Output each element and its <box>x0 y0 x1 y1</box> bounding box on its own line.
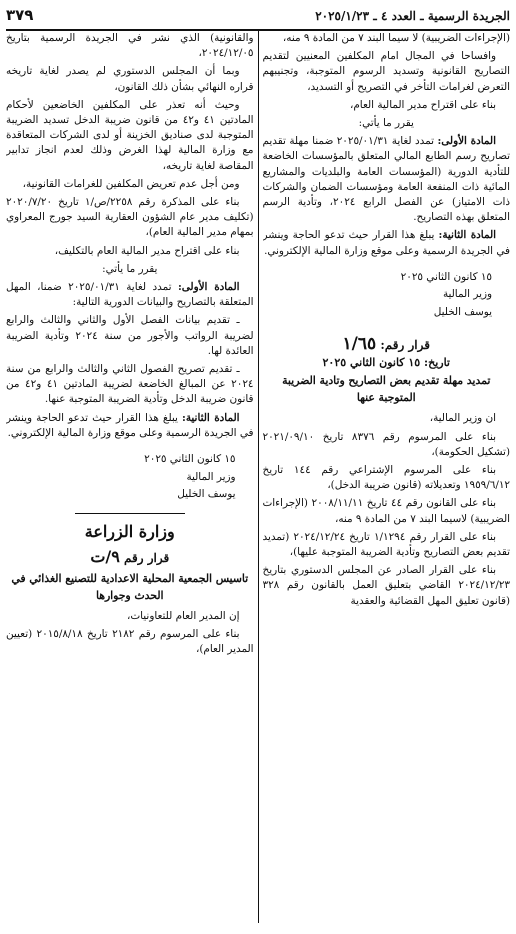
decision-number-value: ١/٦٥ <box>342 334 377 355</box>
paragraph: بناء على اقتراح مدير المالية العام بالتكليف، <box>54 244 240 257</box>
gazette-title: الجريدة الرسمية ـ العدد ٤ ـ ٢٠٢٥/١/٢٣ <box>315 9 510 23</box>
page-header <box>6 6 510 28</box>
paragraph: بناء على اقتراح مدير المالية العام، <box>350 98 496 111</box>
columns <box>6 31 510 923</box>
right-column <box>263 31 511 923</box>
paragraph: بناء على المرسوم الإشتراعي رقم ١٤٤ تاريخ ١٩٥٩/٦/١٢ وتعديلاته (قانون ضريبة الدخل)، <box>262 463 510 492</box>
paragraph: وبما أن المجلس الدستوري لم يصدر لغاية تاريخه قراره النهائي بشأن ذلك القانون، <box>6 65 254 93</box>
paragraph: بناء على المذكرة رقم ٢٢٥٨/ص/١ تاريخ ٢٠٢٠/٧/٢٠ (تكليف مدير عام الشؤون العقارية السيد جورج المعراوي بمهام مدير المالية العام)، <box>6 196 254 239</box>
paragraph: إن المدير العام للتعاونيات، <box>127 609 240 622</box>
list-item: ـ تقديم تصريح الفصول الثاني والثالث والرابع من سنة ٢٠٢٤ عن المبالغ الخاضعة لضريبة المادتين ٤١ و٤٢ من قانون ضريبة الدخل وتأدية الضريبة المتوجبة عنها. <box>6 363 254 406</box>
signature-name: يوسف الخليل <box>177 488 236 501</box>
paragraph: وحيث أنه تعذر على المكلفين الخاضعين لأحكام المادتين ٤١ و٤٢ من قانون ضريبة الدخل تسديد الضريبة المتوجبة لدى صناديق الخزينة أو لدى الشركات المتعاقدة مع وزارة المالية لهذا الغرض وذلك لعدم انجاز تدابير المقاصة لغاية تاريخه، <box>6 98 254 172</box>
article-1 <box>263 134 511 225</box>
article-label: المادة الأولى: <box>437 135 496 148</box>
decision-label: قرار رقم <box>124 550 170 565</box>
paragraph: بناء على المرسوم رقم ٨٣٧٦ تاريخ ٢٠٢١/٠٩/١٠ (تشكيل الحكومة)، <box>262 430 510 458</box>
article-label: المادة الثانية: <box>438 229 497 242</box>
decision-date: تاريخ: ١٥ كانون الثاني ٢٠٢٥ <box>322 356 450 370</box>
signature-role: وزير المالية <box>442 288 492 301</box>
page-number: ٣٧٩ <box>6 6 34 24</box>
signature-name: يوسف الخليل <box>433 305 492 318</box>
paragraph: بناء على القرار الصادر عن المجلس الدستوري بتاريخ ٢٠٢٤/١٢/٢٣ القاضي بتعليق العمل بالقانون رقم ٣٢٨ (قانون تعليق المهل القضائية والعقدية <box>262 564 510 607</box>
paragraph: بناء على القانون رقم ٤٤ تاريخ ٢٠٠٨/١١/١١ (الإجراءات الضريبية) لاسيما البند ٧ من المادة ٩ منه، <box>262 497 510 525</box>
paragraph: (الإجراءات الضريبية) لا سيما البند ٧ من المادة ٩ منه، <box>282 32 510 44</box>
paragraph: ومن أجل عدم تعريض المكلفين للغرامات القانونية، <box>22 177 240 190</box>
article-1 <box>6 280 254 310</box>
decision-label: قرار رقم: <box>380 338 430 353</box>
article-2 <box>263 228 511 258</box>
signature-date: ١٥ كانون الثاني ٢٠٢٥ <box>400 270 492 283</box>
article-label: المادة الثانية: <box>182 411 240 424</box>
article-text: يبلغ هذا القرار حيث تدعو الحاجة وينشر في الجريدة الرسمية وعلى موقع وزارة المالية الإلكتروني. <box>262 229 510 257</box>
article-text: تمدد لغاية ٢٠٢٥/٠١/٣١ ضمنا، المهل المتعلقة بالتصاريح والبيانات الدورية التالية: <box>6 281 254 309</box>
article-text: تمدد لغاية ٢٠٢٥/٠١/٣١ ضمنا مهلة تقديم تصاريح رسم الطابع المالي المتعلق بالمؤسسات الخاضعة للتأدية الدورية (المؤسسات العامة والبلديات والمشاريع المائية ذات المنفعة العامة ومؤسسات الضمان والشركات ذات الامتياز) عن الفصل الرابع ٢٠٢٤، وتأدية الرسم المتعلق بهذه التصاريح. <box>262 135 510 224</box>
decides-heading: يقرر ما يأتي: <box>102 262 158 275</box>
paragraph: وافساحا في المجال امام المكلفين المعنيين لتقديم التصاريح القانونية وتسديد الرسوم المتوجبة، وتجنيبهم التعرض لغرامات التأخر في التصريح أو التسديد، <box>262 50 510 93</box>
decision-title: تاسيس الجمعية المحلية الاعدادية للتصنيع الغذائي في الحدث وجوارها <box>11 571 249 602</box>
decision-title: تمديد مهلة تقديم بعض التصاريح وتادية الضريبة المتوجبة عنها <box>282 374 491 405</box>
list-item: ـ تقديم بيانات الفصل الأول والثاني والثالث والرابع لضريبة الرواتب والأجور من سنة ٢٠٢٤ وتأدية الضريبة العائدة لها. <box>6 314 254 357</box>
decides-heading: يقرر ما يأتي: <box>358 117 414 130</box>
decision-number-value: ٩/ت <box>90 546 120 566</box>
left-column <box>6 31 254 923</box>
ministry-heading: وزارة الزراعة <box>84 521 175 541</box>
paragraph: والقانونية) الذي نشر في الجريدة الرسمية بتاريخ ٢٠٢٤/١٢/٠٥، <box>6 32 254 60</box>
article-label: المادة الأولى: <box>177 281 240 294</box>
signature-date: ١٥ كانون الثاني ٢٠٢٥ <box>144 453 236 466</box>
paragraph: بناء على القرار رقم ١/١٢٩٤ تاريخ ٢٠٢٤/١٢/٢٤ (تمديد تقديم بعض التصاريح وتأدية الضريبة المتوجبة عليها)، <box>262 530 510 558</box>
article-text: يبلغ هذا القرار حيث تدعو الحاجة وينشر في الجريدة الرسمية وعلى موقع وزارة المالية الإلكتروني. <box>6 411 254 439</box>
article-2 <box>6 411 254 441</box>
decision-number <box>6 547 254 566</box>
section-divider <box>75 513 185 514</box>
signature-role: وزير المالية <box>186 470 236 483</box>
column-divider <box>258 31 259 923</box>
paragraph: بناء على المرسوم رقم ٢١٨٢ تاريخ ٢٠١٥/٨/١٨ (تعيين المدير العام)، <box>6 627 254 655</box>
decision-number <box>263 334 511 354</box>
paragraph: ان وزير المالية، <box>429 412 496 425</box>
